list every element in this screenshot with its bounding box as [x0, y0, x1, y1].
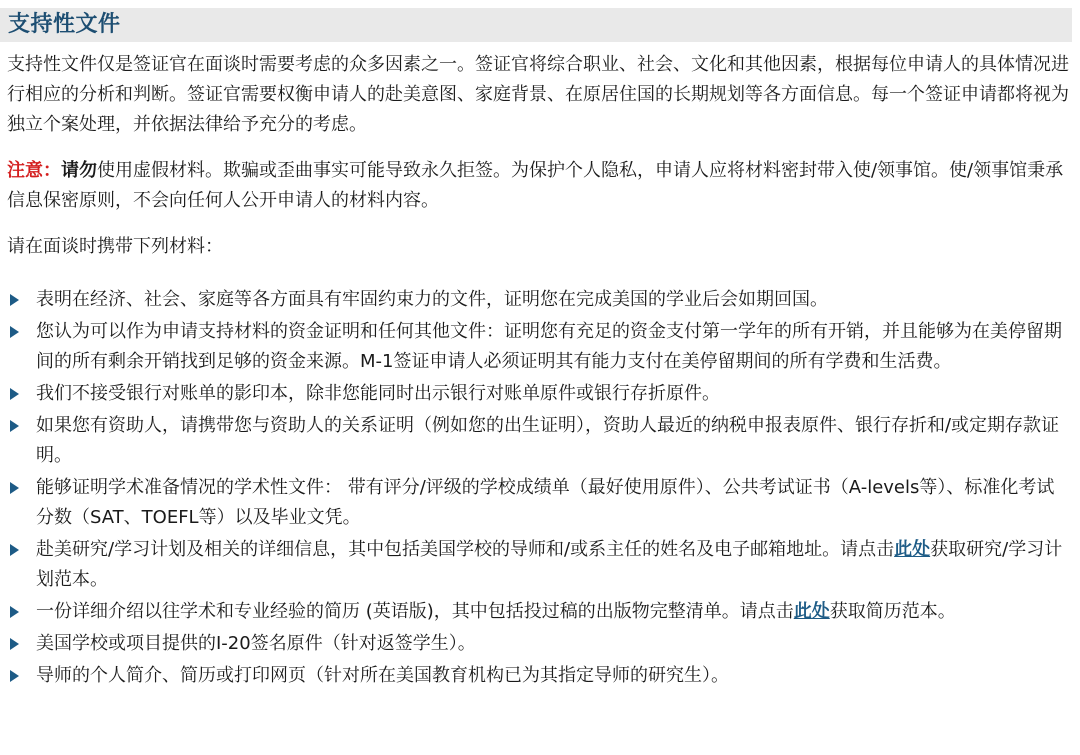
list-item: [0, 285, 1066, 315]
triangle-right-icon: [10, 606, 19, 618]
list-item-text: 美国学校或项目提供的I-20签名原件（针对返签学生）。: [36, 633, 476, 654]
list-item: [0, 473, 1066, 533]
list-item-text: 获取研究/学习计划范本。: [36, 539, 1063, 590]
list-item: [0, 629, 1066, 659]
section-heading-bar: [0, 8, 1072, 42]
list-item: [0, 317, 1066, 377]
list-item-text: 获取简历范本。: [829, 601, 956, 622]
notice-text: 使用虚假材料。欺骗或歪曲事实可能导致永久拒签。为保护个人隐私，申请人应将材料密封带入使/领事馆。使/领事馆秉承信息保密原则，不会向任何人公开申请人的材料内容。: [7, 160, 1064, 211]
list-item-text: 如果您有资助人，请携带您与资助人的关系证明（例如您的出生证明），资助人最近的纳税申报表原件、银行存折和/或定期存款证明。: [36, 415, 1060, 466]
triangle-right-icon: [10, 638, 19, 650]
notice-emphasis: 请勿: [61, 160, 97, 181]
materials-prompt: 请在面谈时携带下列材料：: [7, 236, 223, 257]
triangle-right-icon: [10, 482, 19, 494]
list-item-text: 能够证明学术准备情况的学术性文件： 带有评分/评级的学校成绩单（最好使用原件）、公共考试证书（A-levels等）、标准化考试分数（SAT、TOEFL等）以及毕业文凭。: [36, 477, 1055, 528]
list-item-text: 导师的个人简介、简历或打印网页（针对所在美国教育机构已为其指定导师的研究生）。: [36, 665, 729, 686]
list-item-text: 表明在经济、社会、家庭等各方面具有牢固约束力的文件，证明您在完成美国的学业后会如期回国。: [36, 289, 828, 310]
list-item: [0, 597, 1066, 627]
triangle-right-icon: [10, 544, 19, 556]
triangle-right-icon: [10, 670, 19, 682]
list-item-text: 我们不接受银行对账单的影印本，除非您能同时出示银行对账单原件或银行存折原件。: [36, 383, 720, 404]
notice-label: 注意：: [7, 160, 61, 181]
section-title: 支持性文件: [8, 12, 121, 37]
intro-paragraph: 支持性文件仅是签证官在面谈时需要考虑的众多因素之一。签证官将综合职业、社会、文化和其他因素，根据每位申请人的具体情况进行相应的分析和判断。签证官需要权衡申请人的赴美意图、家庭背景、在原居住国的长期规划等各方面信息。每一个签证申请都将视为独立个案处理，并依据法律给予充分的考虑。: [7, 54, 1069, 135]
resume-sample-link[interactable]: 此处: [793, 601, 830, 622]
triangle-right-icon: [10, 294, 19, 306]
list-item: [0, 411, 1066, 471]
list-item: [0, 661, 1066, 691]
study-plan-sample-link[interactable]: 此处: [894, 539, 931, 560]
notice-paragraph: [7, 156, 1072, 216]
list-item: [0, 379, 1066, 409]
list-item-text: 一份详细介绍以往学术和专业经验的简历 (英语版)，其中包括投过稿的出版物完整清单。请点击: [36, 601, 794, 622]
triangle-right-icon: [10, 326, 19, 338]
list-item-text: 您认为可以作为申请支持材料的资金证明和任何其他文件：证明您有充足的资金支付第一学年的所有开销，并且能够为在美停留期间的所有剩余开销找到足够的资金来源。M-1签证申请人必须证明其有能力支付在美停留期间的所有学费和生活费。: [36, 321, 1062, 372]
list-item-text: 赴美研究/学习计划及相关的详细信息，其中包括美国学校的导师和/或系主任的姓名及电子邮箱地址。请点击: [36, 539, 895, 560]
triangle-right-icon: [10, 420, 19, 432]
list-item: [0, 535, 1066, 595]
triangle-right-icon: [10, 388, 19, 400]
materials-list: [0, 285, 1080, 693]
